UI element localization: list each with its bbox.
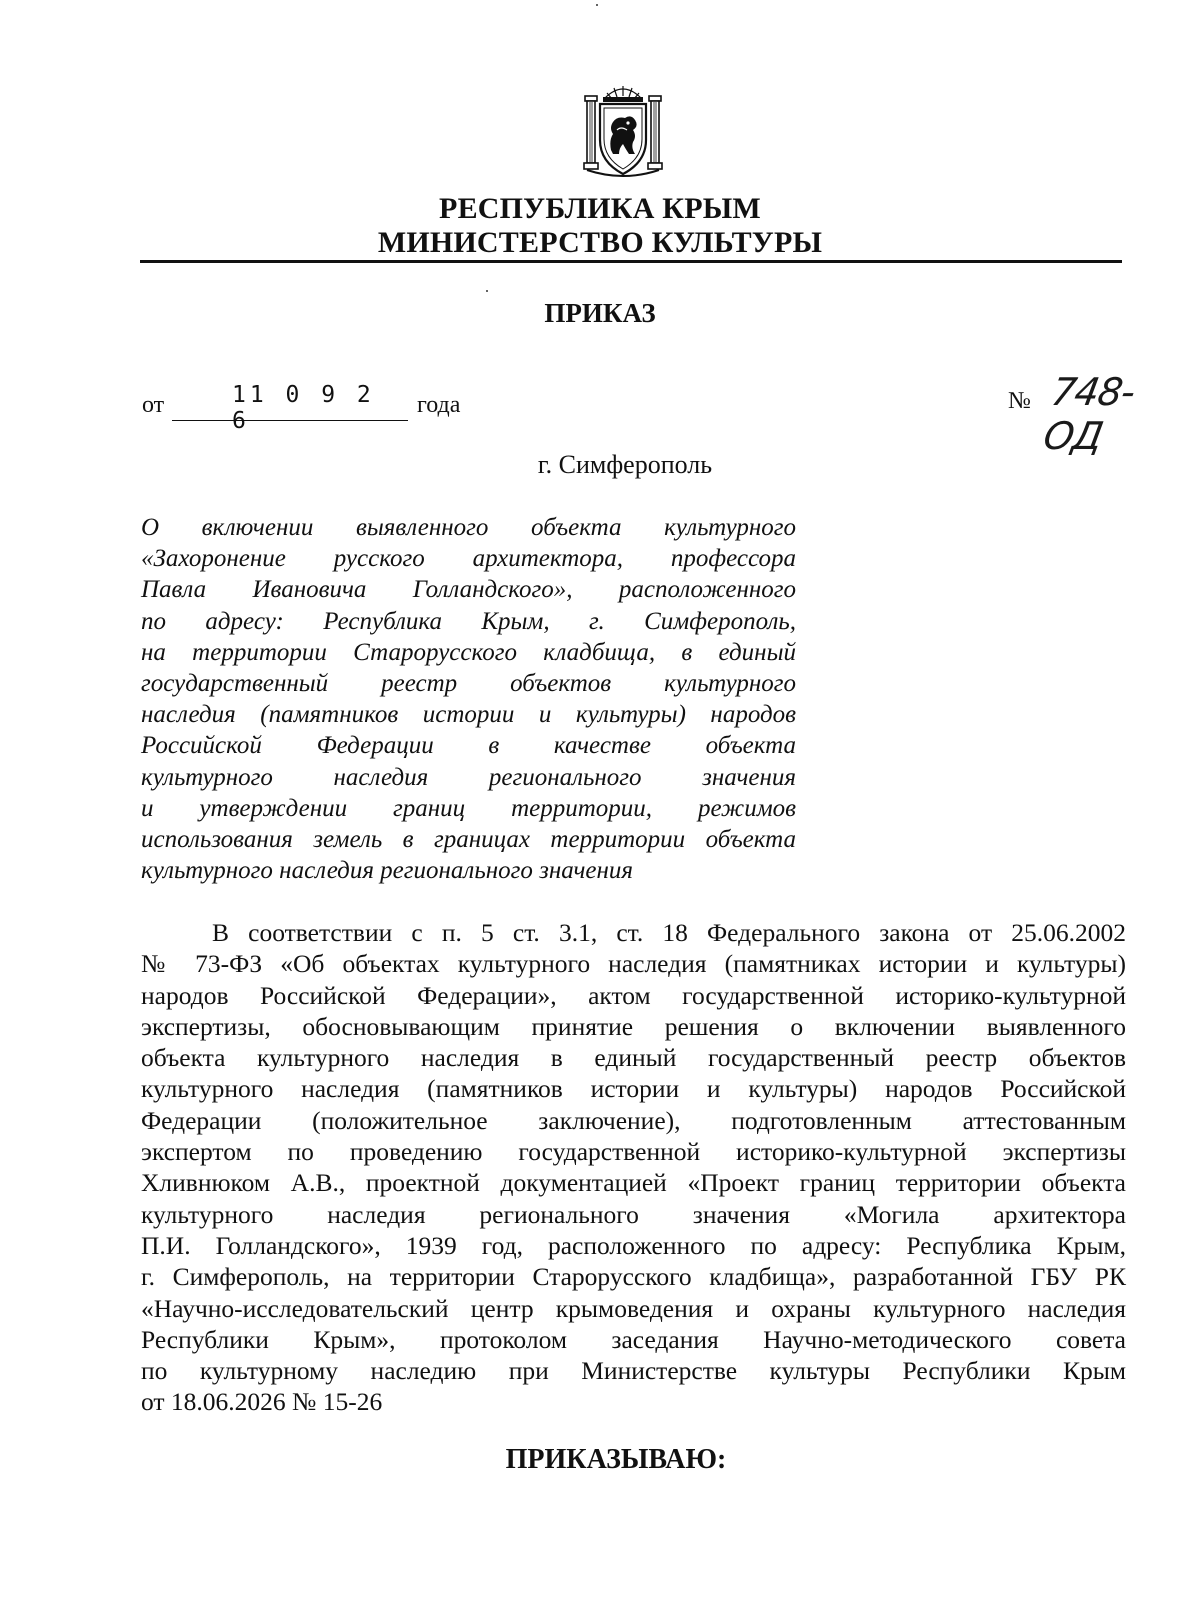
subject-line: культурного наследия регионального значения (141, 857, 633, 885)
body-line: по культурному наследию при Министерстве культуры Республики Крым (141, 1356, 1126, 1386)
document-type-title: ПРИКАЗ (544, 298, 656, 328)
body-line: В соответствии с п. 5 ст. 3.1, ст. 18 Федерального закона от 25.06.2002 (212, 918, 1126, 947)
header-divider (140, 260, 1122, 263)
body-line: Хливнюком А.В., проектной документацией «Проект границ территории объекта (141, 1168, 1126, 1198)
date-value-stamp: 11 0 9 2 6 (232, 382, 375, 434)
body-line: народов Российской Федерации», актом государственной историко-культурной (141, 980, 1126, 1010)
order-directive-heading: ПРИКАЗЫВАЮ: (505, 1444, 727, 1475)
body-line: № 73-ФЗ «Об объектах культурного наследия (памятниках истории и культуры) (141, 949, 1126, 979)
body-line: «Научно-исследовательский центр крымоведения и охраны культурного наследия (141, 1293, 1126, 1323)
scan-speck (486, 290, 488, 292)
date-prefix: от (142, 392, 165, 418)
subject-line: по адресу: Республика Крым, г. Симферополь, (141, 607, 796, 635)
date-field (172, 382, 408, 434)
preamble-paragraph (141, 917, 1126, 1418)
body-line: г. Симферополь, на территории Старорусского кладбища», разработанной ГБУ РК (141, 1262, 1126, 1292)
body-line: Федерации (положительное заключение), подготовленным аттестованным (141, 1105, 1126, 1135)
document-number (1008, 370, 1168, 458)
date-suffix: года (417, 392, 461, 418)
ministry-name: МИНИСТЕРСТВО КУЛЬТУРЫ (377, 226, 823, 259)
body-line: П.И. Голландского», 1939 год, расположенного по адресу: Республика Крым, (141, 1230, 1126, 1260)
body-line: культурного наследия (памятников истории и культуры) народов Российской (141, 1074, 1126, 1104)
subject-line: Павла Ивановича Голландского», расположенного (141, 576, 796, 604)
subject-line: «Захоронение русского архитектора, профессора (141, 545, 796, 573)
subject-line: и утверждении границ территории, режимов (141, 794, 796, 822)
body-line: Республики Крым», протоколом заседания Научно-методического совета (141, 1324, 1126, 1354)
body-line: от 18.06.2026 № 15-26 (141, 1387, 383, 1417)
handwritten-number: 748-ОД (1040, 370, 1139, 458)
subject-line: на территории Старорусского кладбища, в единый (141, 638, 796, 666)
republic-name: РЕСПУБЛИКА КРЫМ (439, 192, 761, 225)
scan-speck (596, 4, 598, 6)
body-line: экспертизы, обосновывающим принятие решения о включении выявленного (141, 1011, 1126, 1041)
issue-city: г. Симферополь (537, 450, 713, 479)
subject-line: культурного наследия регионального значения (141, 763, 796, 791)
body-line: культурного наследия регионального значения «Могила архитектора (141, 1199, 1126, 1229)
subject-line: наследия (памятников истории и культуры) народов (141, 701, 796, 729)
order-subject (141, 512, 796, 886)
subject-line: использования земель в границах территории объекта (141, 826, 796, 854)
subject-line: государственный реестр объектов культурного (141, 670, 796, 698)
subject-line: О включении выявленного объекта культурного (141, 514, 796, 541)
body-line: экспертом по проведению государственной историко-культурной экспертизы (141, 1137, 1126, 1167)
crimea-coat-of-arms-icon (573, 82, 673, 182)
body-line: объекта культурного наследия в единый государственный реестр объектов (141, 1043, 1126, 1073)
number-sign: № (1008, 388, 1031, 414)
subject-line: Российской Федерации в качестве объекта (141, 732, 796, 760)
